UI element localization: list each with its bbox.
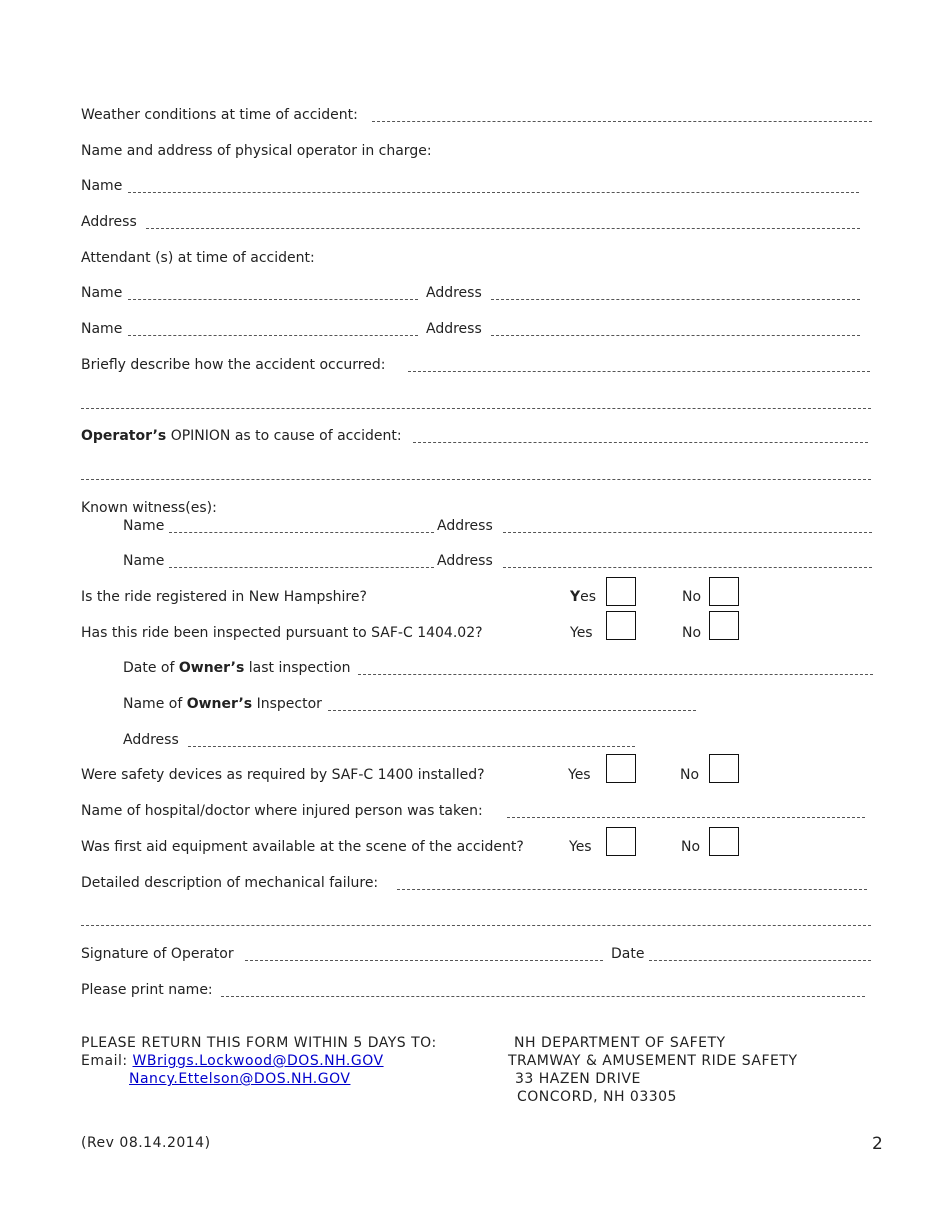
operator-address-field[interactable] — [146, 228, 860, 229]
registered-question: Is the ride registered in New Hampshire? — [81, 589, 367, 605]
first-aid-yes-label: Yes — [569, 839, 592, 855]
safety-question: Were safety devices as required by SAF-C 1400 installed? — [81, 767, 485, 783]
owner-inspector-field[interactable] — [328, 710, 696, 711]
mechanical-field[interactable] — [397, 889, 867, 890]
division-name: TRAMWAY & AMUSEMENT RIDE SAFETY — [508, 1053, 798, 1069]
registered-yes-checkbox[interactable] — [606, 577, 636, 606]
first-aid-yes-checkbox[interactable] — [606, 827, 636, 856]
witness-1-name-label: Name — [123, 518, 165, 534]
email-line-2 — [129, 1070, 350, 1088]
weather-label: Weather conditions at time of accident: — [81, 107, 358, 123]
witness-2-name-label: Name — [123, 553, 165, 569]
witness-2-name-field[interactable] — [169, 567, 434, 568]
email-line — [81, 1052, 384, 1070]
safety-no-checkbox[interactable] — [709, 754, 739, 783]
email-link-1[interactable]: WBriggs.Lockwood@DOS.NH.GOV — [132, 1053, 384, 1069]
opinion-field-line-2[interactable] — [81, 479, 871, 480]
witness-heading: Known witness(es): — [81, 500, 217, 516]
operator-name-label: Name — [81, 178, 123, 194]
safety-yes-checkbox[interactable] — [606, 754, 636, 783]
attendant-2-name-label: Name — [81, 321, 123, 337]
signature-field[interactable] — [245, 960, 603, 961]
email-label: Email: — [81, 1053, 128, 1069]
attendant-heading: Attendant (s) at time of accident: — [81, 250, 315, 266]
safety-no-label: No — [680, 767, 700, 783]
email-link-2[interactable]: Nancy.Ettelson@DOS.NH.GOV — [129, 1071, 351, 1087]
witness-1-name-field[interactable] — [169, 532, 434, 533]
first-aid-no-label: No — [681, 839, 701, 855]
witness-2-address-label: Address — [437, 553, 493, 569]
attendant-1-address-label: Address — [426, 285, 482, 301]
page-number: 2 — [872, 1134, 883, 1154]
attendant-2-address-label: Address — [426, 321, 482, 337]
signature-label: Signature of Operator — [81, 946, 234, 962]
owner-date-label: Date of Owner’s last inspection — [123, 660, 351, 676]
first-aid-question: Was first aid equipment available at the scene of the accident? — [81, 839, 524, 855]
registered-no-label: No — [682, 589, 702, 605]
safety-yes-label: Yes — [568, 767, 591, 783]
describe-field[interactable] — [408, 371, 870, 372]
inspected-no-label: No — [682, 625, 702, 641]
return-instructions: PLEASE RETURN THIS FORM WITHIN 5 DAYS TO: — [81, 1035, 437, 1051]
owner-address-label: Address — [123, 732, 179, 748]
witness-1-address-field[interactable] — [503, 532, 872, 533]
inspected-no-checkbox[interactable] — [709, 611, 739, 640]
inspected-yes-label: Yes — [570, 625, 593, 641]
attendant-1-name-label: Name — [81, 285, 123, 301]
attendant-1-address-field[interactable] — [491, 299, 860, 300]
mechanical-field-line-2[interactable] — [81, 925, 871, 926]
city-address: CONCORD, NH 03305 — [517, 1089, 677, 1105]
witness-2-address-field[interactable] — [503, 567, 872, 568]
witness-1-address-label: Address — [437, 518, 493, 534]
opinion-label: Operator’s OPINION as to cause of accident: — [81, 428, 402, 444]
date-field[interactable] — [649, 960, 871, 961]
mechanical-label: Detailed description of mechanical failure: — [81, 875, 379, 891]
operator-name-field[interactable] — [128, 192, 859, 193]
hospital-field[interactable] — [507, 817, 865, 818]
owner-inspector-label: Name of Owner’s Inspector — [123, 696, 322, 712]
dept-name: NH DEPARTMENT OF SAFETY — [514, 1035, 726, 1051]
describe-label: Briefly describe how the accident occurred: — [81, 357, 386, 373]
revision-note: (Rev 08.14.2014) — [81, 1135, 211, 1151]
registered-yes-label: Yes — [570, 589, 597, 605]
attendant-2-name-field[interactable] — [128, 335, 418, 336]
operator-address-label: Address — [81, 214, 137, 230]
print-name-label: Please print name: — [81, 982, 213, 998]
first-aid-no-checkbox[interactable] — [709, 827, 739, 856]
street-address: 33 HAZEN DRIVE — [515, 1071, 641, 1087]
print-name-field[interactable] — [221, 996, 865, 997]
hospital-label: Name of hospital/doctor where injured person was taken: — [81, 803, 483, 819]
describe-field-line-2[interactable] — [81, 408, 871, 409]
weather-field[interactable] — [372, 121, 872, 122]
owner-date-field[interactable] — [358, 674, 873, 675]
inspected-question: Has this ride been inspected pursuant to SAF-C 1404.02? — [81, 625, 483, 641]
attendant-2-address-field[interactable] — [491, 335, 860, 336]
owner-address-field[interactable] — [188, 746, 635, 747]
date-label: Date — [611, 946, 645, 962]
attendant-1-name-field[interactable] — [128, 299, 418, 300]
inspected-yes-checkbox[interactable] — [606, 611, 636, 640]
registered-no-checkbox[interactable] — [709, 577, 739, 606]
opinion-field[interactable] — [413, 442, 868, 443]
operator-heading: Name and address of physical operator in charge: — [81, 143, 432, 159]
